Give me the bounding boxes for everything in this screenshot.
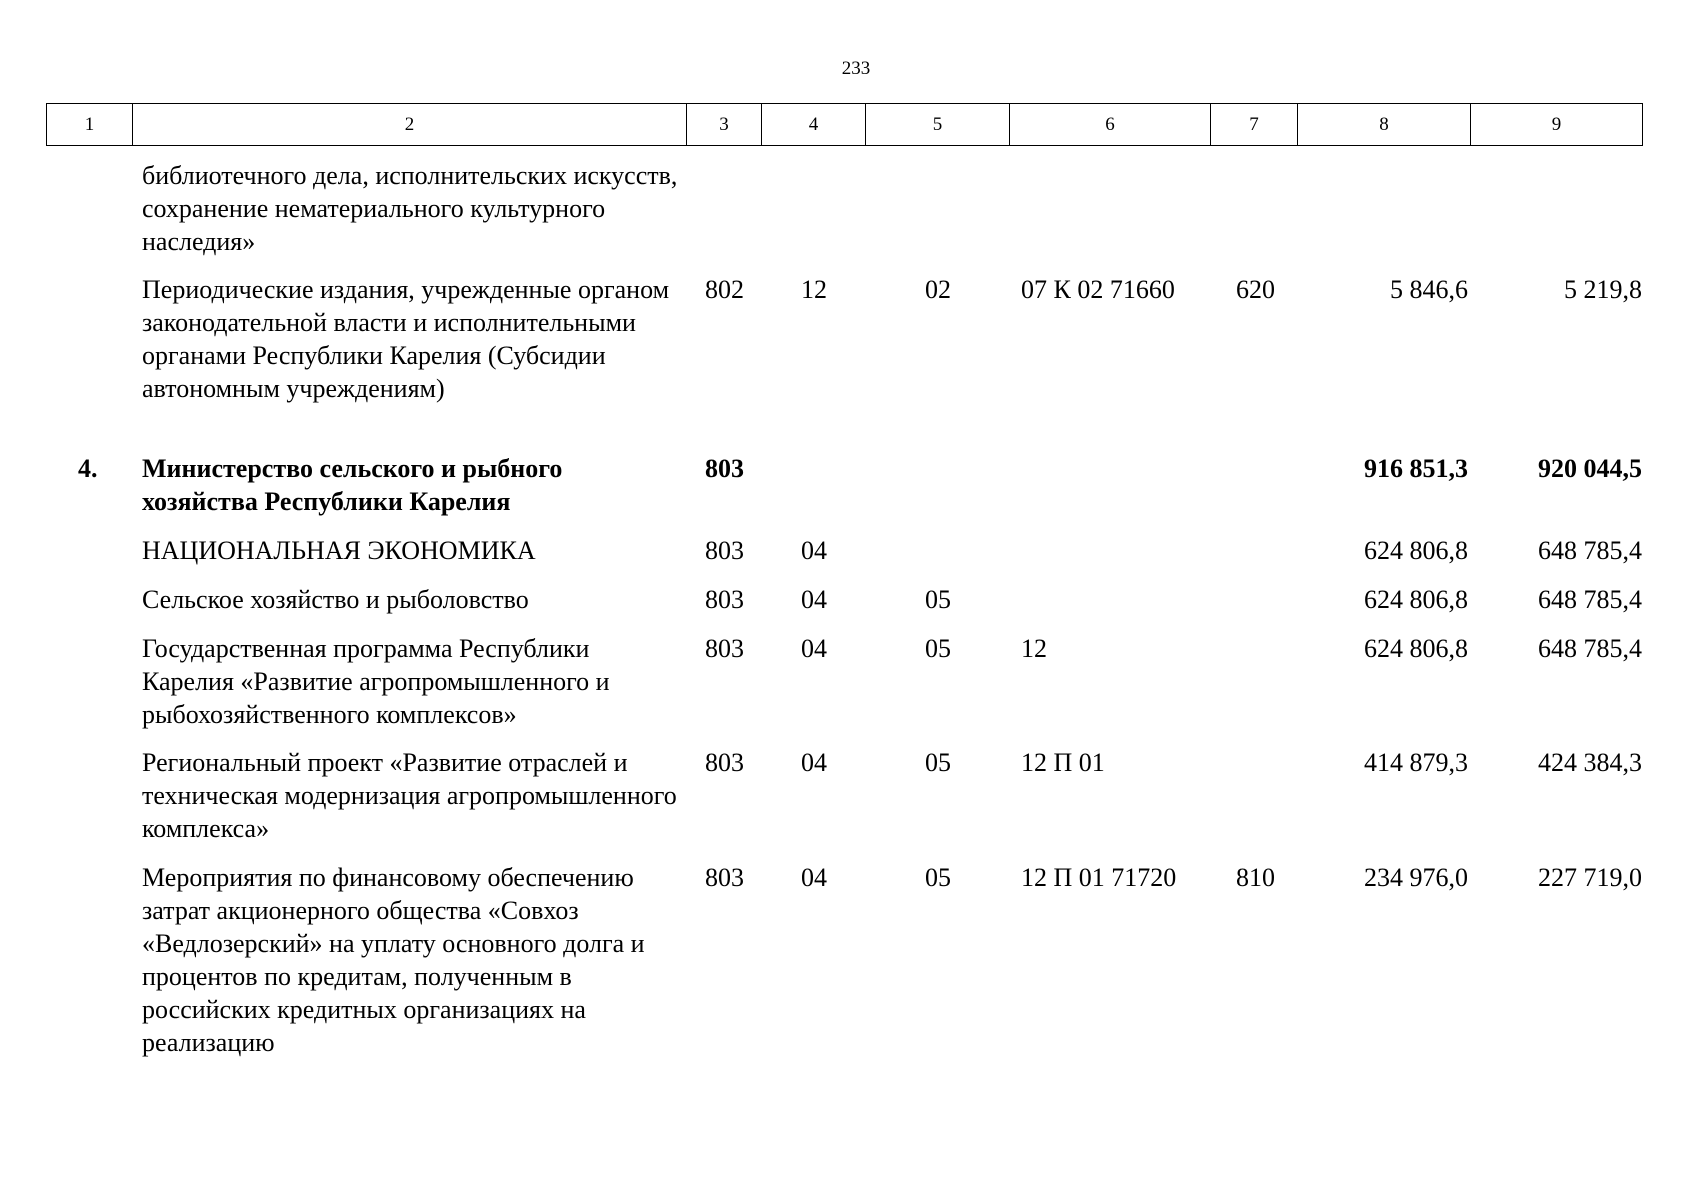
cell-col-3: 803 <box>705 585 744 614</box>
column-header-1: 1 <box>47 104 133 146</box>
cell-col-6: 07 К 02 71660 <box>1021 275 1175 304</box>
cell-col-3: 803 <box>705 536 744 565</box>
column-header-table <box>46 103 1643 146</box>
column-header-2: 2 <box>133 104 687 146</box>
cell-col-3: 803 <box>705 454 744 483</box>
cell-col-9: 920 044,5 <box>1538 454 1642 483</box>
column-header-8: 8 <box>1298 104 1471 146</box>
column-header-4: 4 <box>762 104 866 146</box>
cell-col-4: 04 <box>801 634 827 663</box>
cell-col-5: 05 <box>925 634 951 663</box>
cell-col-8: 414 879,3 <box>1364 748 1468 777</box>
cell-col-8: 916 851,3 <box>1364 454 1468 483</box>
row-name: Региональный проект «Развитие отраслей и техническая модернизация агропромышленного комплекса» <box>142 748 677 843</box>
cell-col-9: 5 219,8 <box>1564 275 1642 304</box>
cell-col-9: 227 719,0 <box>1538 863 1642 892</box>
cell-col-4: 04 <box>801 748 827 777</box>
column-header-row <box>47 104 1643 146</box>
row-name: библиотечного дела, исполнительских искусств, сохранение нематериального культурного наследия» <box>142 161 678 256</box>
cell-col-5: 02 <box>925 275 951 304</box>
row-name: Государственная программа Республики Карелия «Развитие агропромышленного и рыбохозяйственного комплексов» <box>142 634 610 729</box>
cell-col-3: 803 <box>705 634 744 663</box>
row-name: НАЦИОНАЛЬНАЯ ЭКОНОМИКА <box>142 536 536 565</box>
cell-col-7: 620 <box>1236 275 1275 304</box>
cell-col-6: 12 П 01 71720 <box>1021 863 1177 892</box>
cell-col-9: 424 384,3 <box>1538 748 1642 777</box>
cell-col-8: 234 976,0 <box>1364 863 1468 892</box>
cell-col-8: 5 846,6 <box>1390 275 1468 304</box>
cell-col-7: 810 <box>1236 863 1275 892</box>
cell-col-8: 624 806,8 <box>1364 536 1468 565</box>
cell-col-4: 04 <box>801 585 827 614</box>
cell-col-5: 05 <box>925 748 951 777</box>
row-number: 4. <box>78 454 98 483</box>
column-header-3: 3 <box>687 104 762 146</box>
cell-col-3: 803 <box>705 748 744 777</box>
row-name: Мероприятия по финансовому обеспечению затрат акционерного общества «Совхоз «Ведлозерский» на уплату основного долга и процентов по кредитам, полученным в российских кредитных организациях на реализацию <box>142 863 645 1057</box>
cell-col-4: 04 <box>801 536 827 565</box>
column-header-9: 9 <box>1471 104 1643 146</box>
column-header-6: 6 <box>1010 104 1211 146</box>
row-name: Министерство сельского и рыбного хозяйства Республики Карелия <box>142 454 563 516</box>
cell-col-9: 648 785,4 <box>1538 585 1642 614</box>
cell-col-9: 648 785,4 <box>1538 634 1642 663</box>
column-header-5: 5 <box>866 104 1010 146</box>
cell-col-5: 05 <box>925 863 951 892</box>
column-header-7: 7 <box>1211 104 1298 146</box>
cell-col-3: 803 <box>705 863 744 892</box>
cell-col-4: 12 <box>801 275 827 304</box>
row-name: Периодические издания, учрежденные органом законодательной власти и исполнительными органами Республики Карелия (Субсидии автономным учреждениям) <box>142 275 670 403</box>
cell-col-6: 12 П 01 <box>1021 748 1105 777</box>
cell-col-9: 648 785,4 <box>1538 536 1642 565</box>
cell-col-5: 05 <box>925 585 951 614</box>
cell-col-4: 04 <box>801 863 827 892</box>
cell-col-8: 624 806,8 <box>1364 585 1468 614</box>
page-number: 233 <box>841 58 871 79</box>
cell-col-3: 802 <box>705 275 744 304</box>
cell-col-8: 624 806,8 <box>1364 634 1468 663</box>
row-name: Сельское хозяйство и рыболовство <box>142 585 529 614</box>
cell-col-6: 12 <box>1021 634 1047 663</box>
